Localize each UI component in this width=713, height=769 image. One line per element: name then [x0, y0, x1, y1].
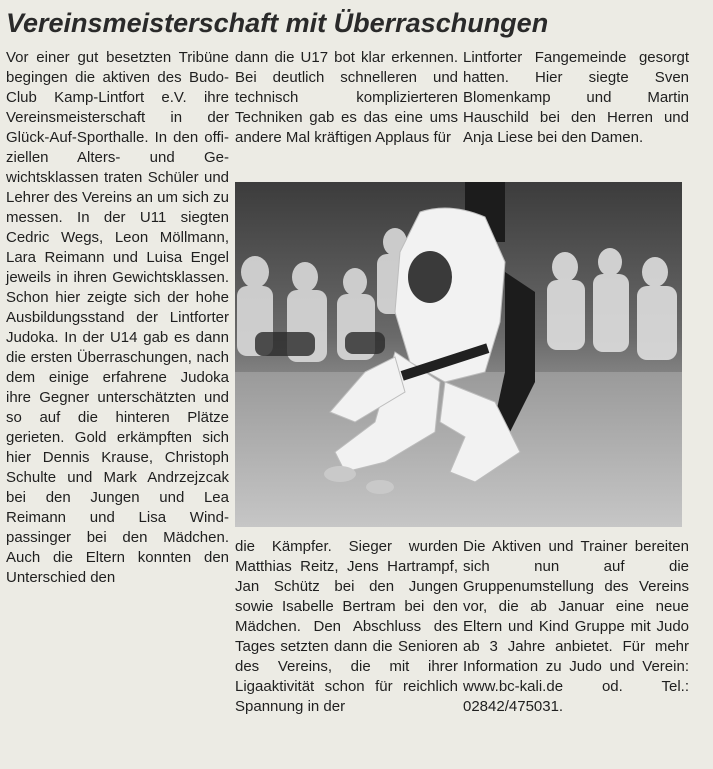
headline: Vereinsmeisterschaft mit Überraschungen [6, 8, 549, 38]
article-column-3-bottom [463, 537, 689, 762]
judo-photo [235, 182, 682, 527]
article-column-2-top [235, 48, 458, 178]
article-column-1 [6, 48, 229, 763]
article-column-3-top [463, 48, 689, 178]
judo-photo-illustration [235, 182, 682, 527]
column-3-bottom-text: Die Aktiven und Trainer bereiten sich nun auf die Gruppenumstellung des Vereins vor, die ab Januar eine neue Eltern und Kind Gruppe mit Judo ab 3 Jahre anbietet. Für mehr Information zu Judo und Verein: www.bc-kali.de od. Tel.: 02842/475031. [463, 538, 689, 715]
article-column-2-bottom [235, 537, 458, 762]
column-2-top-text: dann die U17 bot klar erkennen. Bei deutlich schnelleren und technisch komplizierteren Techniken gab es das eine ums andere Mal kräftigen Applaus für [235, 49, 458, 146]
column-3-top-text: Lintforter Fangemeinde gesorgt hatten. Hier siegte Sven Blomenkamp und Martin Hauschild bei den Herren und Anja Liese bei den Damen. [463, 49, 689, 146]
column-1-text: Vor einer gut besetzten Tribüne begingen die aktiven des Budo-Club Kamp-Lintfort e.V. ihre Vereinsmeisterschaft in der Glück-Auf-Sporthalle. In den offiziellen Alters- und Gewichtsklassen traten Schüler und Lehrer des Vereins an um sich zu messen. In der U11 siegten Cedric Wegs, Leon Möllmann, Lara Reimann und Luisa Engel jeweils in ihren Gewichtsklassen. Schon hier zeigte sich der hohe Ausbildungsstand der Lintforter Judoka. In der U14 gab es dann die ersten Überraschungen, nach dem einige erfahrene Judoka ihre Gegner unterschätzten und so auf die hinteren Plätze gerieten. Gold erkämpften sich hier Dennis Krause, Christoph Schulte und Mark Andrzejzcak bei den Jungen und Lea Reimann und Lisa Windpassinger bei den Mädchen. Auch die Eltern konnten den Unterschied den [6, 49, 229, 586]
column-2-bottom-text: die Kämpfer. Sieger wurden Matthias Reitz, Jens Hartrampf, Jan Schütz bei den Jungen sowie Isabelle Bertram bei den Mädchen. Den Abschluss des Tages setzten dann die Senioren des Vereins, die mit ihrer Ligaaktivität schon für reichlich Spannung in der [235, 538, 458, 715]
